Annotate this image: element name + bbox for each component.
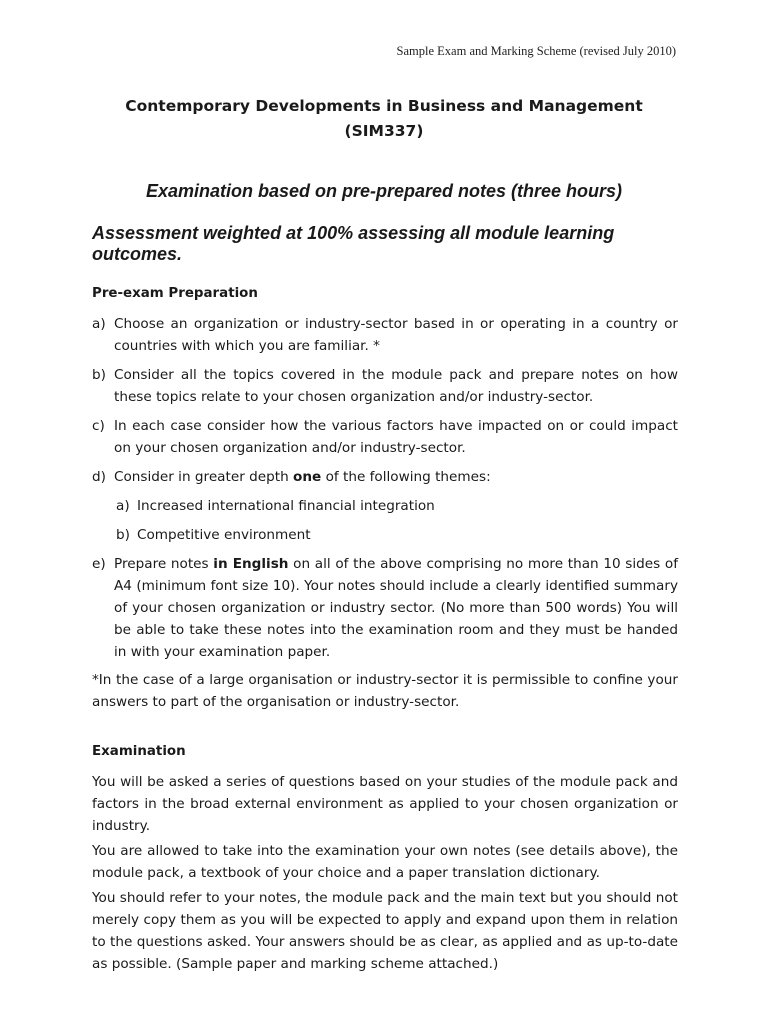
title-line-1: Contemporary Developments in Business and Management (125, 97, 643, 115)
pre-exam-heading: Pre-exam Preparation (92, 286, 258, 301)
item-marker: e) (92, 556, 106, 572)
theme-text: Competitive environment (137, 527, 311, 543)
theme-item-b (116, 524, 676, 546)
emphasis-one: one (293, 469, 322, 485)
theme-marker: b) (116, 527, 130, 543)
title-line-2: (SIM337) (344, 122, 424, 140)
pre-exam-item-c (92, 415, 678, 459)
theme-item-a (116, 495, 676, 517)
item-marker: c) (92, 418, 105, 434)
item-text: Choose an organization or industry-sector based in or operating in a country or countries with which you are familiar. * (114, 316, 678, 354)
item-marker: d) (92, 469, 106, 485)
pre-exam-item-a (92, 313, 678, 357)
pre-exam-item-d (92, 466, 678, 488)
item-text: Prepare notes in English on all of the above comprising no more than 10 sides of A4 (minimum font size 10). Your notes should include a clearly identified summary of your chosen organization or industry sector. (No more than 500 words) You will be able to take these notes into the examination room and they must be handed in with your examination paper. (114, 556, 679, 660)
examination-heading: Examination (92, 744, 186, 759)
item-text: Consider all the topics covered in the module pack and prepare notes on how these topics relate to your chosen organization and/or industry-sector. (114, 367, 678, 405)
assessment-statement: Assessment weighted at 100% assessing all module learning outcomes. (92, 223, 615, 264)
item-text: In each case consider how the various factors have impacted on or could impact on your chosen organization and/or industry-sector. (114, 418, 678, 456)
emphasis-in-english: in English (213, 556, 289, 572)
examination-paragraph-3: You should refer to your notes, the module pack and the main text but you should not merely copy them as you will be expected to apply and expand upon them in relation to the questions asked. Your answers should be as clear, as applied and as up-to-date as possible. (Sample paper and marking scheme attached.) (92, 890, 678, 972)
pre-exam-footnote: *In the case of a large organisation or industry-sector it is permissible to confine your answers to part of the organisation or industry-sector. (92, 672, 678, 710)
examination-paragraph-2: You are allowed to take into the examination your own notes (see details above), the module pack, a textbook of your choice and a paper translation dictionary. (92, 843, 678, 881)
document-title (0, 94, 768, 144)
running-header: Sample Exam and Marking Scheme (revised July 2010) (396, 44, 676, 58)
item-marker: a) (92, 316, 106, 332)
document-subtitle: Examination based on pre-prepared notes (three hours) (145, 181, 623, 201)
item-marker: b) (92, 367, 106, 383)
theme-marker: a) (116, 498, 130, 514)
pre-exam-item-e (92, 553, 678, 663)
item-text: Consider in greater depth one of the following themes: (114, 469, 491, 485)
examination-paragraph-1: You will be asked a series of questions based on your studies of the module pack and factors in the broad external environment as applied to your chosen organization or industry. (92, 774, 678, 834)
pre-exam-item-b (92, 364, 678, 408)
theme-text: Increased international financial integration (137, 498, 435, 514)
